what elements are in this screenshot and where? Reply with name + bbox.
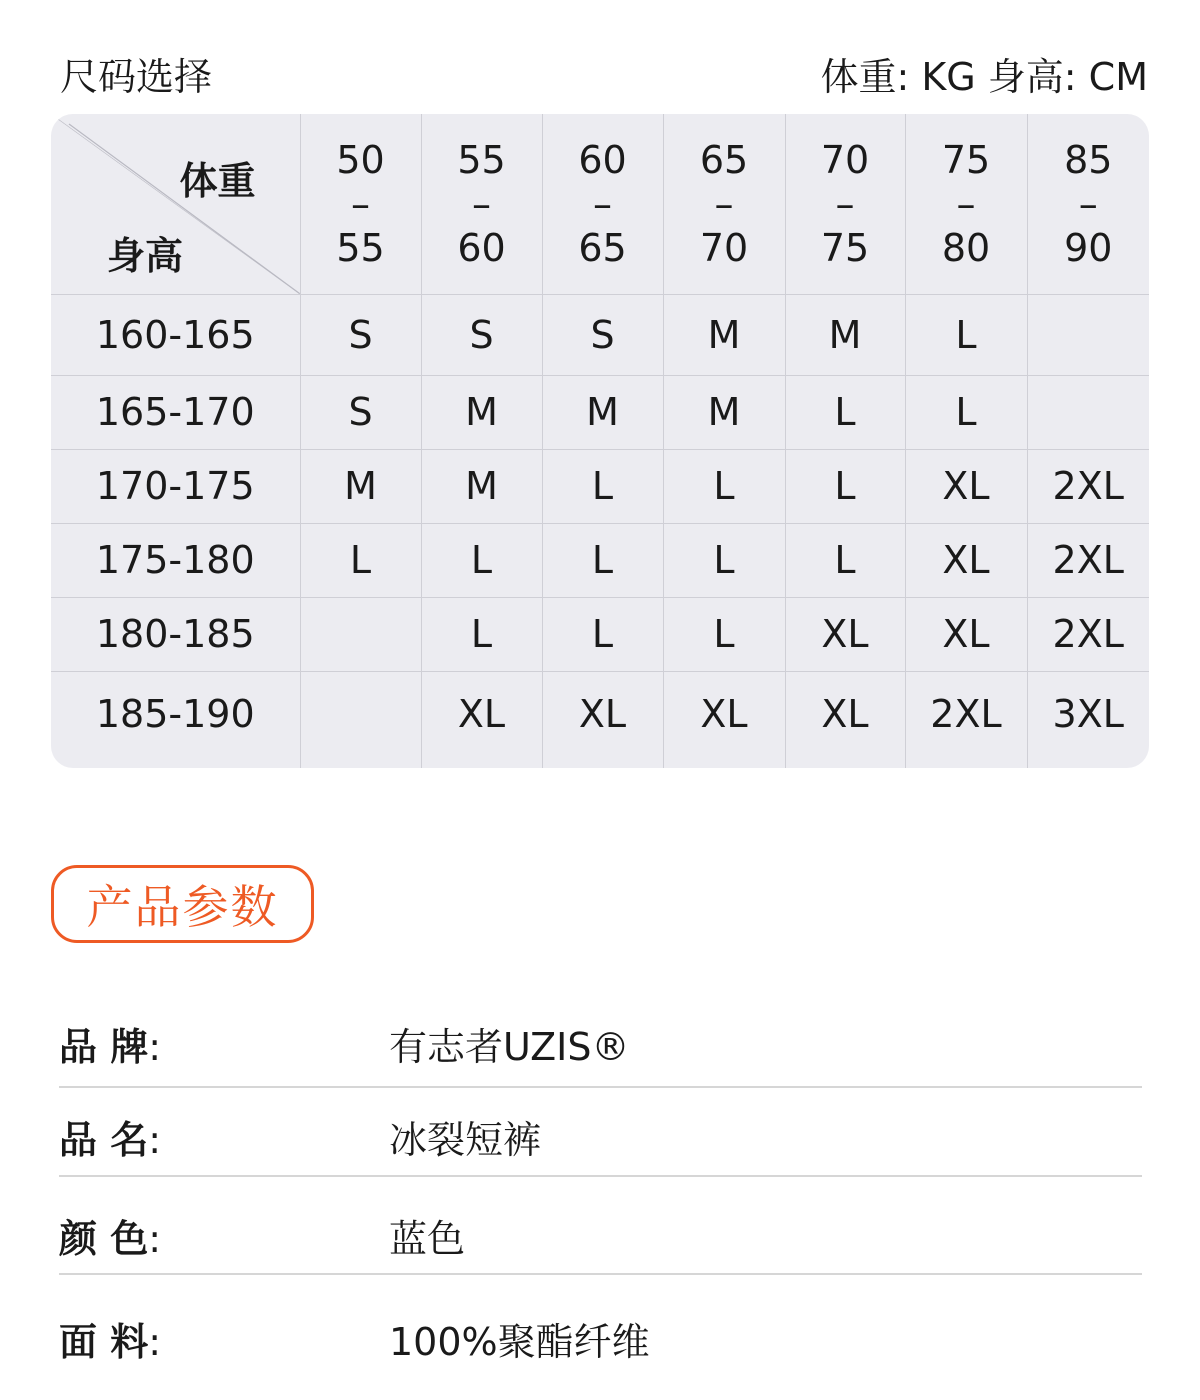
weight-to: 80 [941,225,991,270]
size-cell [1027,294,1149,375]
range-dash: – [593,181,612,226]
weight-range-header [905,114,1027,294]
weight-range-header [421,114,542,294]
size-cell: S [300,294,421,375]
size-cell: L [300,523,421,597]
range-dash: – [956,181,976,226]
table-row [51,671,1149,768]
param-colon: : [148,1319,162,1364]
size-cell: L [421,523,542,597]
param-value: 100%聚酯纤维 [389,1319,650,1364]
table-row [51,523,1149,597]
param-value: 冰裂短裤 [389,1118,542,1162]
size-cell: L [905,294,1027,375]
range-dash: – [714,181,734,226]
header-row [51,114,1149,294]
corner-height-label: 身高 [107,233,184,278]
size-cell: L [905,375,1027,449]
weight-from: 50 [336,137,385,182]
param-value: 蓝色 [389,1216,466,1261]
param-colon: : [148,1024,162,1069]
product-params-badge: 产品参数 [51,865,314,943]
size-chart-table [51,114,1149,768]
height-range-cell: 175-180 [51,523,300,597]
param-label [59,1208,389,1263]
size-cell: L [663,523,785,597]
param-label-text: 品 名 [59,1118,149,1162]
height-range-cell: 170-175 [51,449,300,523]
size-cell: L [663,597,785,671]
size-cell: S [542,294,663,375]
size-cell: L [421,597,542,671]
table-row [51,597,1149,671]
height-range-cell: 185-190 [51,671,300,768]
size-cell: XL [663,671,785,768]
param-label [59,1109,389,1164]
size-cell: XL [785,597,905,671]
size-cell: L [542,597,663,671]
height-range-cell: 165-170 [51,375,300,449]
size-cell: L [542,523,663,597]
weight-to: 70 [699,225,749,270]
weight-range-header [663,114,785,294]
range-dash: – [1078,181,1098,226]
size-cell [300,671,421,768]
param-row-fabric [59,1300,1142,1376]
height-range-cell: 180-185 [51,597,300,671]
size-cell: M [663,294,785,375]
size-cell [1027,375,1149,449]
size-cell: 2XL [905,671,1027,768]
size-cell: L [785,523,905,597]
range-dash: – [472,181,491,226]
weight-from: 60 [578,137,627,182]
size-cell: XL [905,449,1027,523]
param-colon: : [148,1216,162,1261]
size-cell: L [785,375,905,449]
size-cell: 3XL [1052,691,1124,736]
param-label [59,1016,389,1071]
size-chart-title: 尺码选择 [60,54,213,99]
param-label-text: 面 料 [59,1319,149,1364]
param-colon: : [148,1118,162,1162]
size-cell: XL [905,597,1027,671]
size-cell: M [785,294,905,375]
size-cell: M [542,375,663,449]
weight-from: 65 [699,137,749,182]
size-cell: XL [542,671,663,768]
size-cell: L [542,449,663,523]
param-row-color [59,1197,1142,1275]
size-cell: L [785,449,905,523]
table-row [51,449,1149,523]
units-note: 体重: KG 身高: CM [820,54,1148,99]
size-cell: M [663,375,785,449]
range-dash: – [351,181,370,226]
size-cell: M [421,375,542,449]
size-cell: 2XL [1027,449,1149,523]
weight-range-header [542,114,663,294]
size-cell: 2XL [1027,597,1149,671]
size-cell: XL [785,671,905,768]
range-dash: – [835,181,855,226]
size-cell: 2XL [1027,523,1149,597]
size-cell: XL [905,523,1027,597]
weight-to: 55 [336,225,385,270]
param-row-name [59,1098,1142,1177]
param-label [59,1311,389,1366]
size-cell: M [421,449,542,523]
weight-from: 75 [941,137,991,182]
height-range-cell: 160-165 [51,294,300,375]
weight-to: 65 [578,225,627,270]
size-chart-header [60,48,1148,98]
weight-range-header [300,114,421,294]
weight-to: 75 [820,225,870,270]
corner-weight-label: 体重 [179,159,256,203]
weight-to: 90 [1064,225,1113,270]
weight-to: 60 [457,225,506,270]
weight-from: 70 [820,137,870,182]
size-cell: XL [421,671,542,768]
param-value: 有志者UZIS® [389,1024,630,1069]
table-row [51,294,1149,375]
size-cell: S [300,375,421,449]
corner-cell [51,114,300,294]
table-row [51,375,1149,449]
weight-from: 85 [1064,137,1113,182]
weight-range-header [785,114,905,294]
size-cell: M [300,449,421,523]
param-label-text: 颜 色 [59,1216,149,1261]
size-cell: L [663,449,785,523]
param-row-brand [59,1000,1142,1088]
size-chart-table-card [51,114,1149,768]
param-label-text: 品 牌 [59,1024,149,1069]
weight-from: 55 [457,137,506,182]
size-cell [300,597,421,671]
weight-range-header [1027,114,1149,294]
size-cell: S [421,294,542,375]
